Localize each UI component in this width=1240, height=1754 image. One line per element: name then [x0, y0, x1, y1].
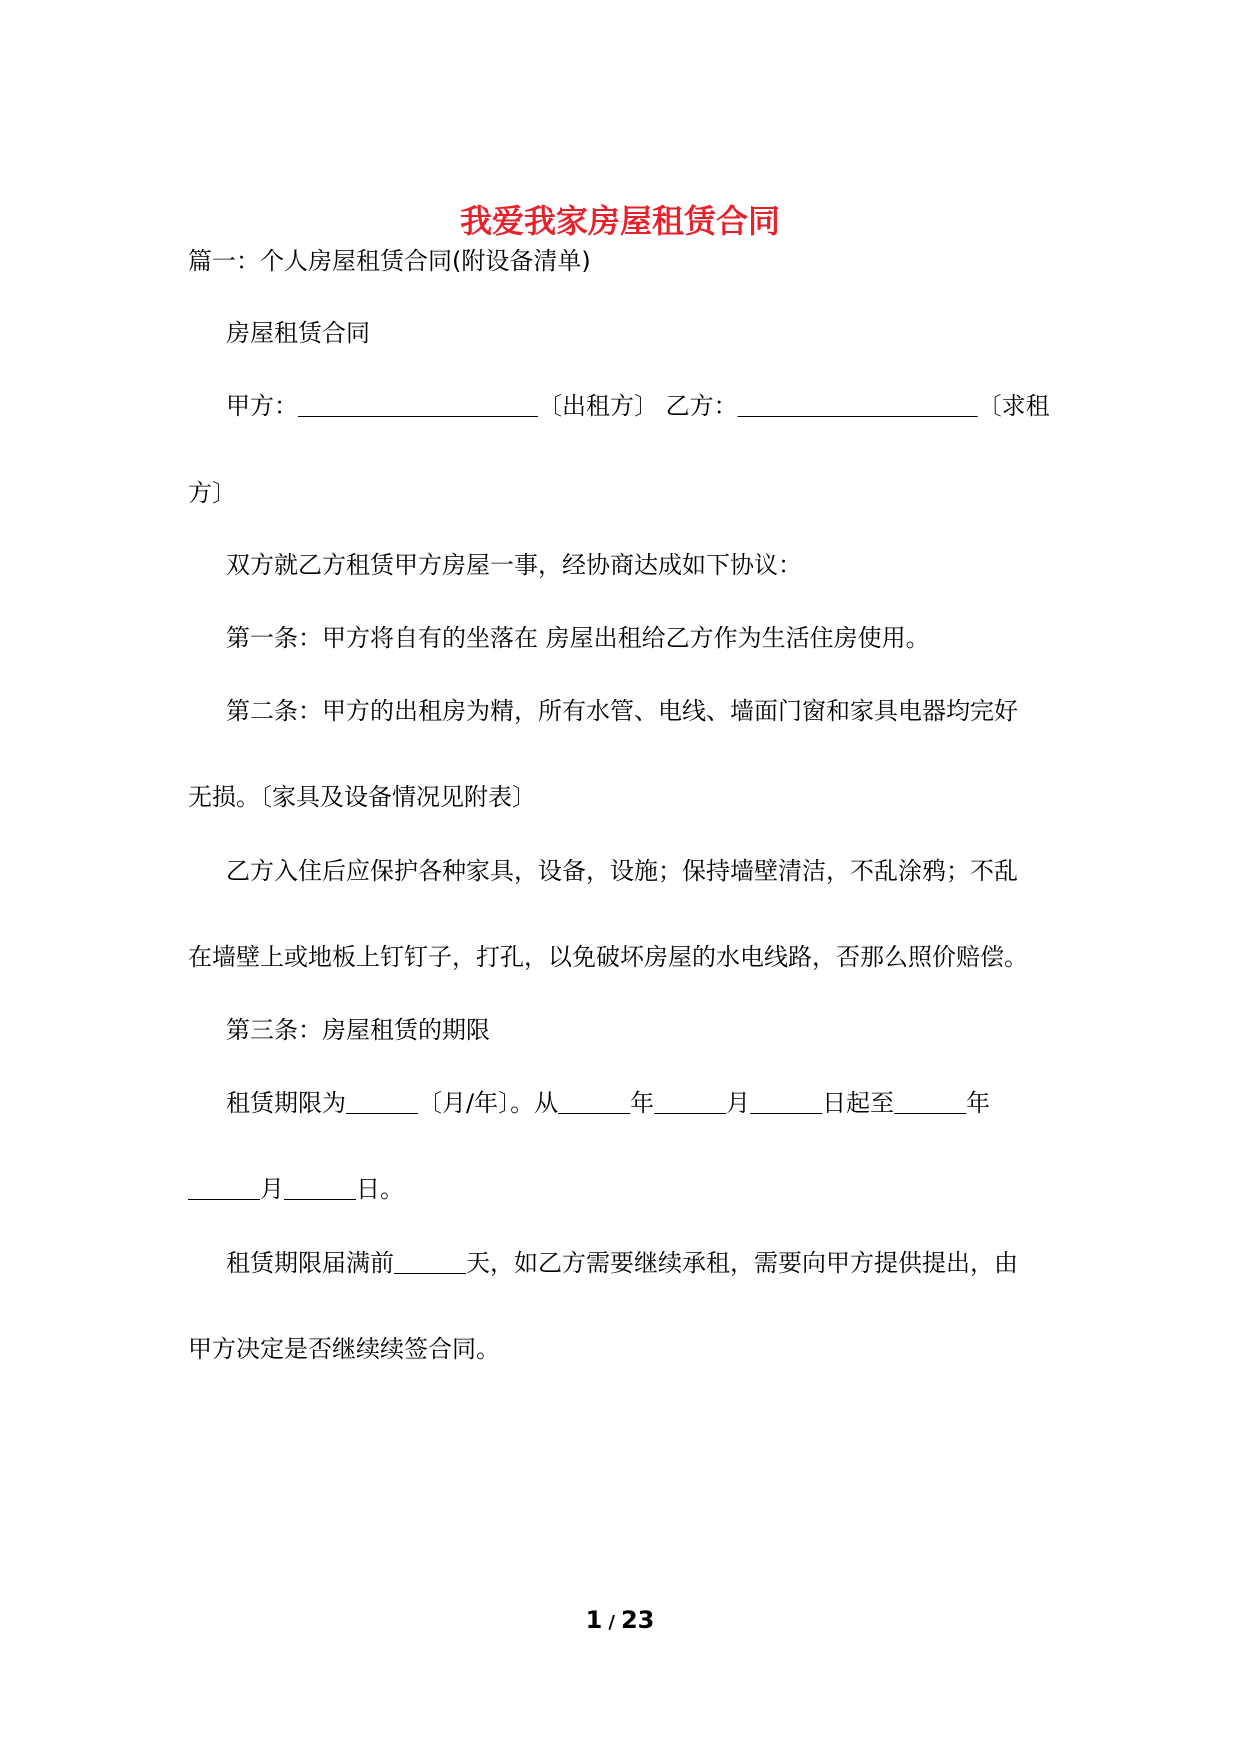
lease-term-continued: ＿＿＿月＿＿＿日。: [188, 1175, 404, 1203]
section-heading: 篇一：个人房屋租赁合同(附设备清单): [188, 247, 591, 275]
article-2-continued: 无损。〔家具及设备情况见附表〕: [188, 783, 536, 811]
article-2: 第二条：甲方的出租房为精，所有水管、电线、墙面门窗和家具电器均完好: [226, 697, 1018, 725]
page-separator: /: [608, 1612, 615, 1633]
parties-line: 甲方：＿＿＿＿＿＿＿＿＿＿〔出租方〕 乙方：＿＿＿＿＿＿＿＿＿＿〔求租: [226, 392, 1050, 420]
parties-line-continued: 方〕: [188, 479, 236, 507]
document-title: 我爱我家房屋租赁合同: [459, 202, 780, 240]
article-3: 第三条：房屋租赁的期限: [226, 1016, 490, 1044]
total-pages: 23: [620, 1606, 655, 1634]
renewal-clause-continued: 甲方决定是否继续续签合同。: [188, 1335, 500, 1363]
renewal-clause: 租赁期限届满前＿＿＿天，如乙方需要继续承租，需要向甲方提供提出，由: [226, 1249, 1018, 1277]
current-page: 1: [585, 1606, 603, 1634]
tenant-obligation: 乙方入住后应保护各种家具，设备，设施；保持墙壁清洁，不乱涂鸦；不乱: [226, 857, 1018, 885]
tenant-obligation-continued: 在墙壁上或地板上钉钉子，打孔，以免破坏房屋的水电线路，否那么照价赔偿。: [188, 943, 1028, 971]
agreement-intro: 双方就乙方租赁甲方房屋一事，经协商达成如下协议：: [226, 551, 802, 579]
contract-subtitle: 房屋租赁合同: [226, 319, 370, 347]
article-1: 第一条：甲方将自有的坐落在 房屋出租给乙方作为生活住房使用。: [226, 624, 930, 652]
page-number: [0, 1606, 1240, 1634]
lease-term: 租赁期限为＿＿＿〔月/年〕。从＿＿＿年＿＿＿月＿＿＿日起至＿＿＿年: [226, 1089, 991, 1117]
